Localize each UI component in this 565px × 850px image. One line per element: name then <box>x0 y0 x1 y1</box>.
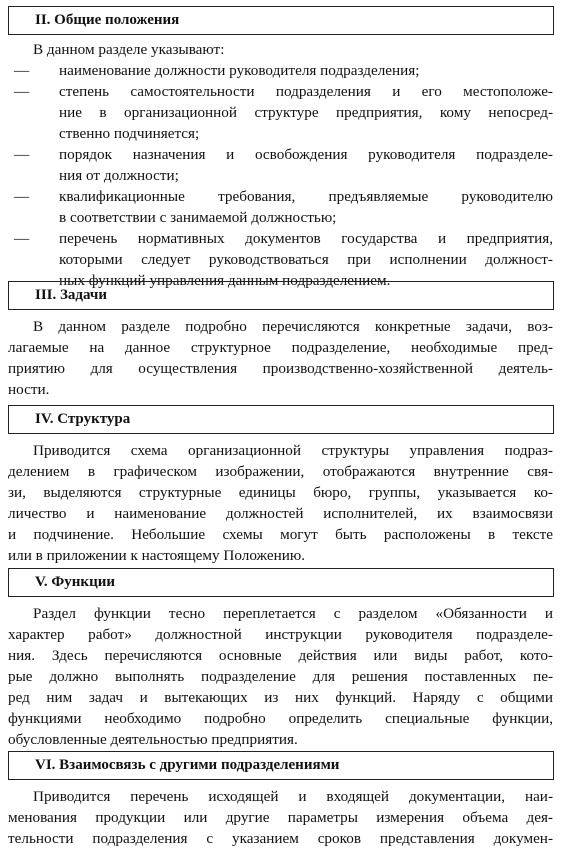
paragraph-line: зи, выделяются структурные единицы бюро, группы, указывается ко- <box>8 484 553 501</box>
section-heading-functions: V. Функции <box>8 568 554 597</box>
paragraph-line: тельности подразделения с указанием сроков представления докумен- <box>8 830 553 847</box>
list-dash: — <box>14 83 30 100</box>
paragraph-line: приятию для осуществления производственно-хозяйственной деятель- <box>8 360 553 377</box>
section-heading-tasks: III. Задачи <box>8 281 554 310</box>
paragraph-line: ред ним задач и вытекающих из них функций. Наряду с общими <box>8 689 553 706</box>
list-item-line: степень самостоятельности подразделения и его местоположе- <box>59 83 553 100</box>
list-dash: — <box>14 146 30 163</box>
list-item-line: ния от должности; <box>59 167 179 184</box>
paragraph-line: Раздел функции тесно переплетается с разделом «Обязанности и <box>33 605 553 622</box>
paragraph-line: Приводится схема организационной структуры управления подраз- <box>33 442 553 459</box>
list-dash: — <box>14 62 30 79</box>
paragraph-line: ности. <box>8 381 50 398</box>
list-item-line: квалификационные требования, предъявляемые руководителю <box>59 188 553 205</box>
list-item-line: наименование должности руководителя подразделения; <box>59 62 420 79</box>
paragraph-line: ния. Здесь перечисляются основные действия или виды работ, кото- <box>8 647 553 664</box>
paragraph-line: делением в графическом изображении, отображаются внутренние свя- <box>8 463 553 480</box>
list-item-line: ных функций управления данным подразделением. <box>59 272 391 289</box>
list-item-line: порядок назначения и освобождения руководителя подразделе- <box>59 146 553 163</box>
paragraph-line: менования продукции или другие параметры измерения объема дея- <box>8 809 553 826</box>
paragraph-line: рые должно выполнять подразделение для решения поставленных пе- <box>8 668 553 685</box>
list-item-line: в соответствии с занимаемой должностью; <box>59 209 337 226</box>
paragraph-line: Приводится перечень исходящей и входящей документации, наи- <box>33 788 553 805</box>
list-item-line: ние в организационной структуре предприятия, кому непосред- <box>59 104 553 121</box>
paragraph-line: функциями необходимо подробно определить специальные функции, <box>8 710 553 727</box>
section-heading-interaction: VI. Взаимосвязь с другими подразделениями <box>8 751 554 780</box>
list-item-line: ственно подчиняется; <box>59 125 200 142</box>
section-intro: В данном разделе указывают: <box>33 41 225 58</box>
paragraph-line: и подчинение. Небольшие схемы могут быть расположены в тексте <box>8 526 553 543</box>
paragraph-line: личество и наименование должностей исполнителей, их взаимосвязи <box>8 505 553 522</box>
list-item-line: перечень нормативных документов государства и предприятия, <box>59 230 553 247</box>
paragraph-line: характер работ» должностной инструкции руководителя подразделе- <box>8 626 553 643</box>
paragraph-line: обусловленные деятельностью предприятия. <box>8 731 298 748</box>
list-dash: — <box>14 188 30 205</box>
list-item-line: которыми следует руководствоваться при исполнении должност- <box>59 251 553 268</box>
paragraph-line: или в приложении к настоящему Положению. <box>8 547 305 564</box>
section-heading-general: II. Общие положения <box>8 6 554 35</box>
paragraph-line: В данном разделе подробно перечисляются конкретные задачи, воз- <box>33 318 553 335</box>
paragraph-line: лагаемые на данное структурное подразделение, необходимые пред- <box>8 339 553 356</box>
section-heading-structure: IV. Структура <box>8 405 554 434</box>
list-dash: — <box>14 230 30 247</box>
